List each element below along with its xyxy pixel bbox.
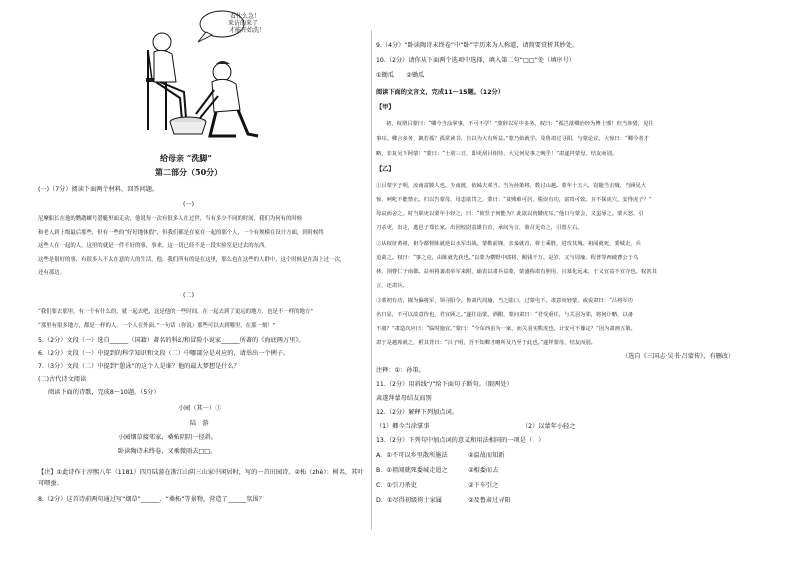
bubble-line-2: 来访的来了	[228, 20, 259, 27]
poem-intro: 阅读下面的诗歌，完成8～10题。（5分）	[48, 389, 160, 396]
part1-line: 这些人在一起的人，这里的就是一件不好的事，事来，这一切已经不是一段实验室是过去的东西。	[38, 243, 270, 249]
question-11-sentence: 肃遂拜蒙母结友而别	[376, 395, 432, 402]
question-11: 11.（2分）用斜线“/”给下面句子断句。（限两处）	[376, 381, 513, 388]
question-12: 12.（2分）解释下列加点词。	[376, 409, 458, 416]
question-10-options: ①锄瓜 ②锄瓜	[376, 72, 425, 79]
yi-label: 【乙】	[376, 166, 395, 173]
part1-line: 和老人到上级最后那些，但有一些的“好好地休假”，但我们都是在家在一起的那个人，一个有规模在设计方面，到时候终	[38, 230, 324, 236]
yi-line: 刀杀吏，出走，逃邑子郑长家。出因校尉袁雄自首，承间为言，策召见奇之，引置左右。	[376, 225, 583, 231]
part1-line: 尼摩船长在他的鹦鹉螺号潜艇里面走动，他说每一次有很多人在过世，当有多少不同的时间，我们为何有的时候	[38, 216, 303, 222]
yi-line: 肃于是越席就之，拊其背曰：“吕子明，吾不知卿才略所及乃至于此也。”遂拜蒙母，结友而别。	[376, 340, 596, 346]
jia-line: 略，非复吴下阿蒙！”蒙曰：“士别三日，即更刮目相待，大兄何见事之晚乎！”肃遂拜蒙母，结友而别。	[376, 151, 618, 157]
passage-intro: 阅读下面的文言文，完成11～15题。（12分）	[376, 89, 504, 96]
question-10: 10.（2分）请你从下面两个选项中选择，填入第二句“□□”处（填序号）	[376, 57, 575, 64]
question-6: 6.（2分）文段（一）中提到的科学知识和文段（二）中哪部分是对应的，请举出一个例子。	[38, 350, 290, 357]
yi-line: ③蒙初有功，擢为偏将军，领寻阳令。鲁肃代周瑜，当之陆口，过蒙屯下。肃意尚轻蒙，或说肃曰：“吕将军功	[376, 298, 633, 304]
option-D-2: ②及鲁肃过寻阳	[468, 497, 511, 504]
yi-line: ①吕蒙字子明，汝南富陂人也。少南渡，依姊夫邓当。当为孙策将，数讨山越。蒙年十五六，窃随当击贼，当顾见大	[376, 183, 647, 189]
poem-note: 【注】①此诗作于淳熙八年（1181）四月陆游在浙江山阴三山家中闲居时，写的一首田园诗。②柘（zhè）：树名，其叶可喂蚕。	[38, 469, 364, 487]
question-7: 7.（3分）文段（二）中提到“憩泳”的这个人是谁？他的最大梦想是什么？	[38, 363, 240, 370]
yi-line: ②从权征黄祖，祖令都督陈就逆以水军出战。蒙勒前锋，亲枭就首，将士乘胜，进攻其城。祖闻就死，委城走，兵	[376, 241, 641, 247]
poem-title: 小园（其一）①	[178, 405, 222, 412]
part1-label: (一)	[183, 201, 195, 208]
question-group-1: (一)（7分）阅读下面两个材料，回答问题。	[38, 186, 159, 193]
question-9: 9.（4分）“卧读陶诗未终卷”中“卧”字历来为人称道，请简要赏析其妙处。	[376, 42, 579, 49]
part1-line: 还有那边。	[38, 270, 65, 276]
bubble-line-3: 才能开始洗！	[229, 27, 266, 34]
part2-line: “那里有很多地方，都是一样的人。一个人在外面。”一句话（你说）那些可以去到哪里，在那一刻！”	[38, 323, 276, 329]
left-column	[0, 0, 372, 562]
option-A-1: A．①不可以乡里散所施法	[376, 452, 448, 459]
bubble-line-1: 看什么急！	[230, 13, 261, 20]
option-B-2: ②相委而去	[468, 467, 499, 474]
section-title: 第二部分（50分）	[155, 167, 223, 177]
yi-line: 名日显，不可以故意待也，君宜顾之。”遂往诣蒙。酒酣，蒙问肃曰：“君受重任，与关羽为邻，将何计略，以备	[376, 312, 634, 318]
cartoon-caption: 给母亲 “洗脚”	[160, 153, 212, 163]
annotation-note: 注释：①：孙策。	[376, 367, 425, 374]
question-12-item-1: （1）卿今当涂掌事	[376, 423, 430, 430]
option-C-1: C．①引刀杀吏	[376, 482, 417, 489]
part1-line: 这些是很好的事，有很多人不太在意的人的生活，他，我们所有的是在这里，那么也在这些的人群中，这个时候是在海上过一次，	[38, 257, 346, 263]
question-12-item-2: （2）以蒙年小轻之	[522, 423, 576, 430]
option-B-1: B．①祖闻就死委城走追之	[376, 467, 448, 474]
jia-label: 【甲】	[376, 104, 395, 111]
question-group-2: (二)古代诗文阅读	[38, 376, 87, 383]
source-citation: （选自《三国志·吴书·吕蒙传》，有删改）	[622, 353, 735, 360]
jia-line: 初，权谓吕蒙曰：“卿今当涂掌事，不可不学！”蒙辞以军中多务。权曰：“孤岂欲卿治经为博士邪！但当涉猎，见往	[386, 121, 654, 127]
question-5: 5.（2分）文段（一）选自______（国籍）著名的科幻和冒险小说家______所著的《海底两万里》。	[38, 337, 305, 344]
right-column	[372, 0, 794, 562]
part2-label: (二)	[183, 292, 195, 299]
poem-line-2: 卧读陶诗未终卷，又乘微雨去□□。	[118, 448, 217, 455]
option-D-1: D．①尽得初级将士家属	[376, 497, 442, 504]
poem-author: 陆 游	[190, 420, 209, 427]
yi-line: 不虞？”肃造次应曰：“临时施宜。”蒙曰：“今东西虽为一家，而关羽实熊虎也，计安可不豫定？”因为肃画五策。	[376, 326, 636, 332]
yi-line: 追禽之。权曰：“事之克，由陈就先获也。”以蒙为横野中郎将，赐钱千万。是岁，又与周瑜、程普等西破曹公于乌	[376, 255, 639, 261]
question-8: 8.（2分）这首诗前两句通过写“烟草”______、“桑柘”等景物，营造了______氛围？	[38, 496, 265, 503]
yi-line: 母哀而舍之。时当职吏以蒙年小轻之，曰：“彼竖子何能为？此欲以肉餧虎耳。”他日与蒙会，又蚩辱之。蒙大怒，引	[376, 211, 644, 217]
question-13: 13.（2分）下列句中加点词的意义和用法相同的一项是（ ）	[376, 437, 545, 444]
yi-line: 惊，呵叱不能禁止。归以告蒙母，母恚欲罚之，蒙曰：“贫贱难可居，脱误有功，富贵可致。且不探虎穴，安得虎子？”	[376, 197, 652, 203]
yi-line: 言，还肃兵。	[376, 283, 408, 289]
yi-line: 林，围曹仁于南郡。益州将袭肃举军来附，瑜表以肃兵益蒙，蒙盛称肃有胆用，且慕化远来，于义宜益不宜夺也。权善其	[376, 269, 657, 275]
poem-line-1: 小园烟草接邻家，桑柘阴阴一径斜。	[118, 434, 217, 441]
option-A-2: ②温故而知新	[468, 452, 505, 459]
part2-line: “我们要去那里，有一个有什么的，就一起去吧，这是他的一些时间，在一起去到了更远的地方，也是不一样的地方”	[38, 309, 314, 315]
jia-line: 事耳。卿言多务，孰若孤？孤常读书，自以为大有所益。”蒙乃始就学。及鲁肃过寻阳，与蒙论议，大惊曰：“卿今者才	[376, 136, 649, 142]
option-C-2: ②下车引之	[468, 482, 499, 489]
